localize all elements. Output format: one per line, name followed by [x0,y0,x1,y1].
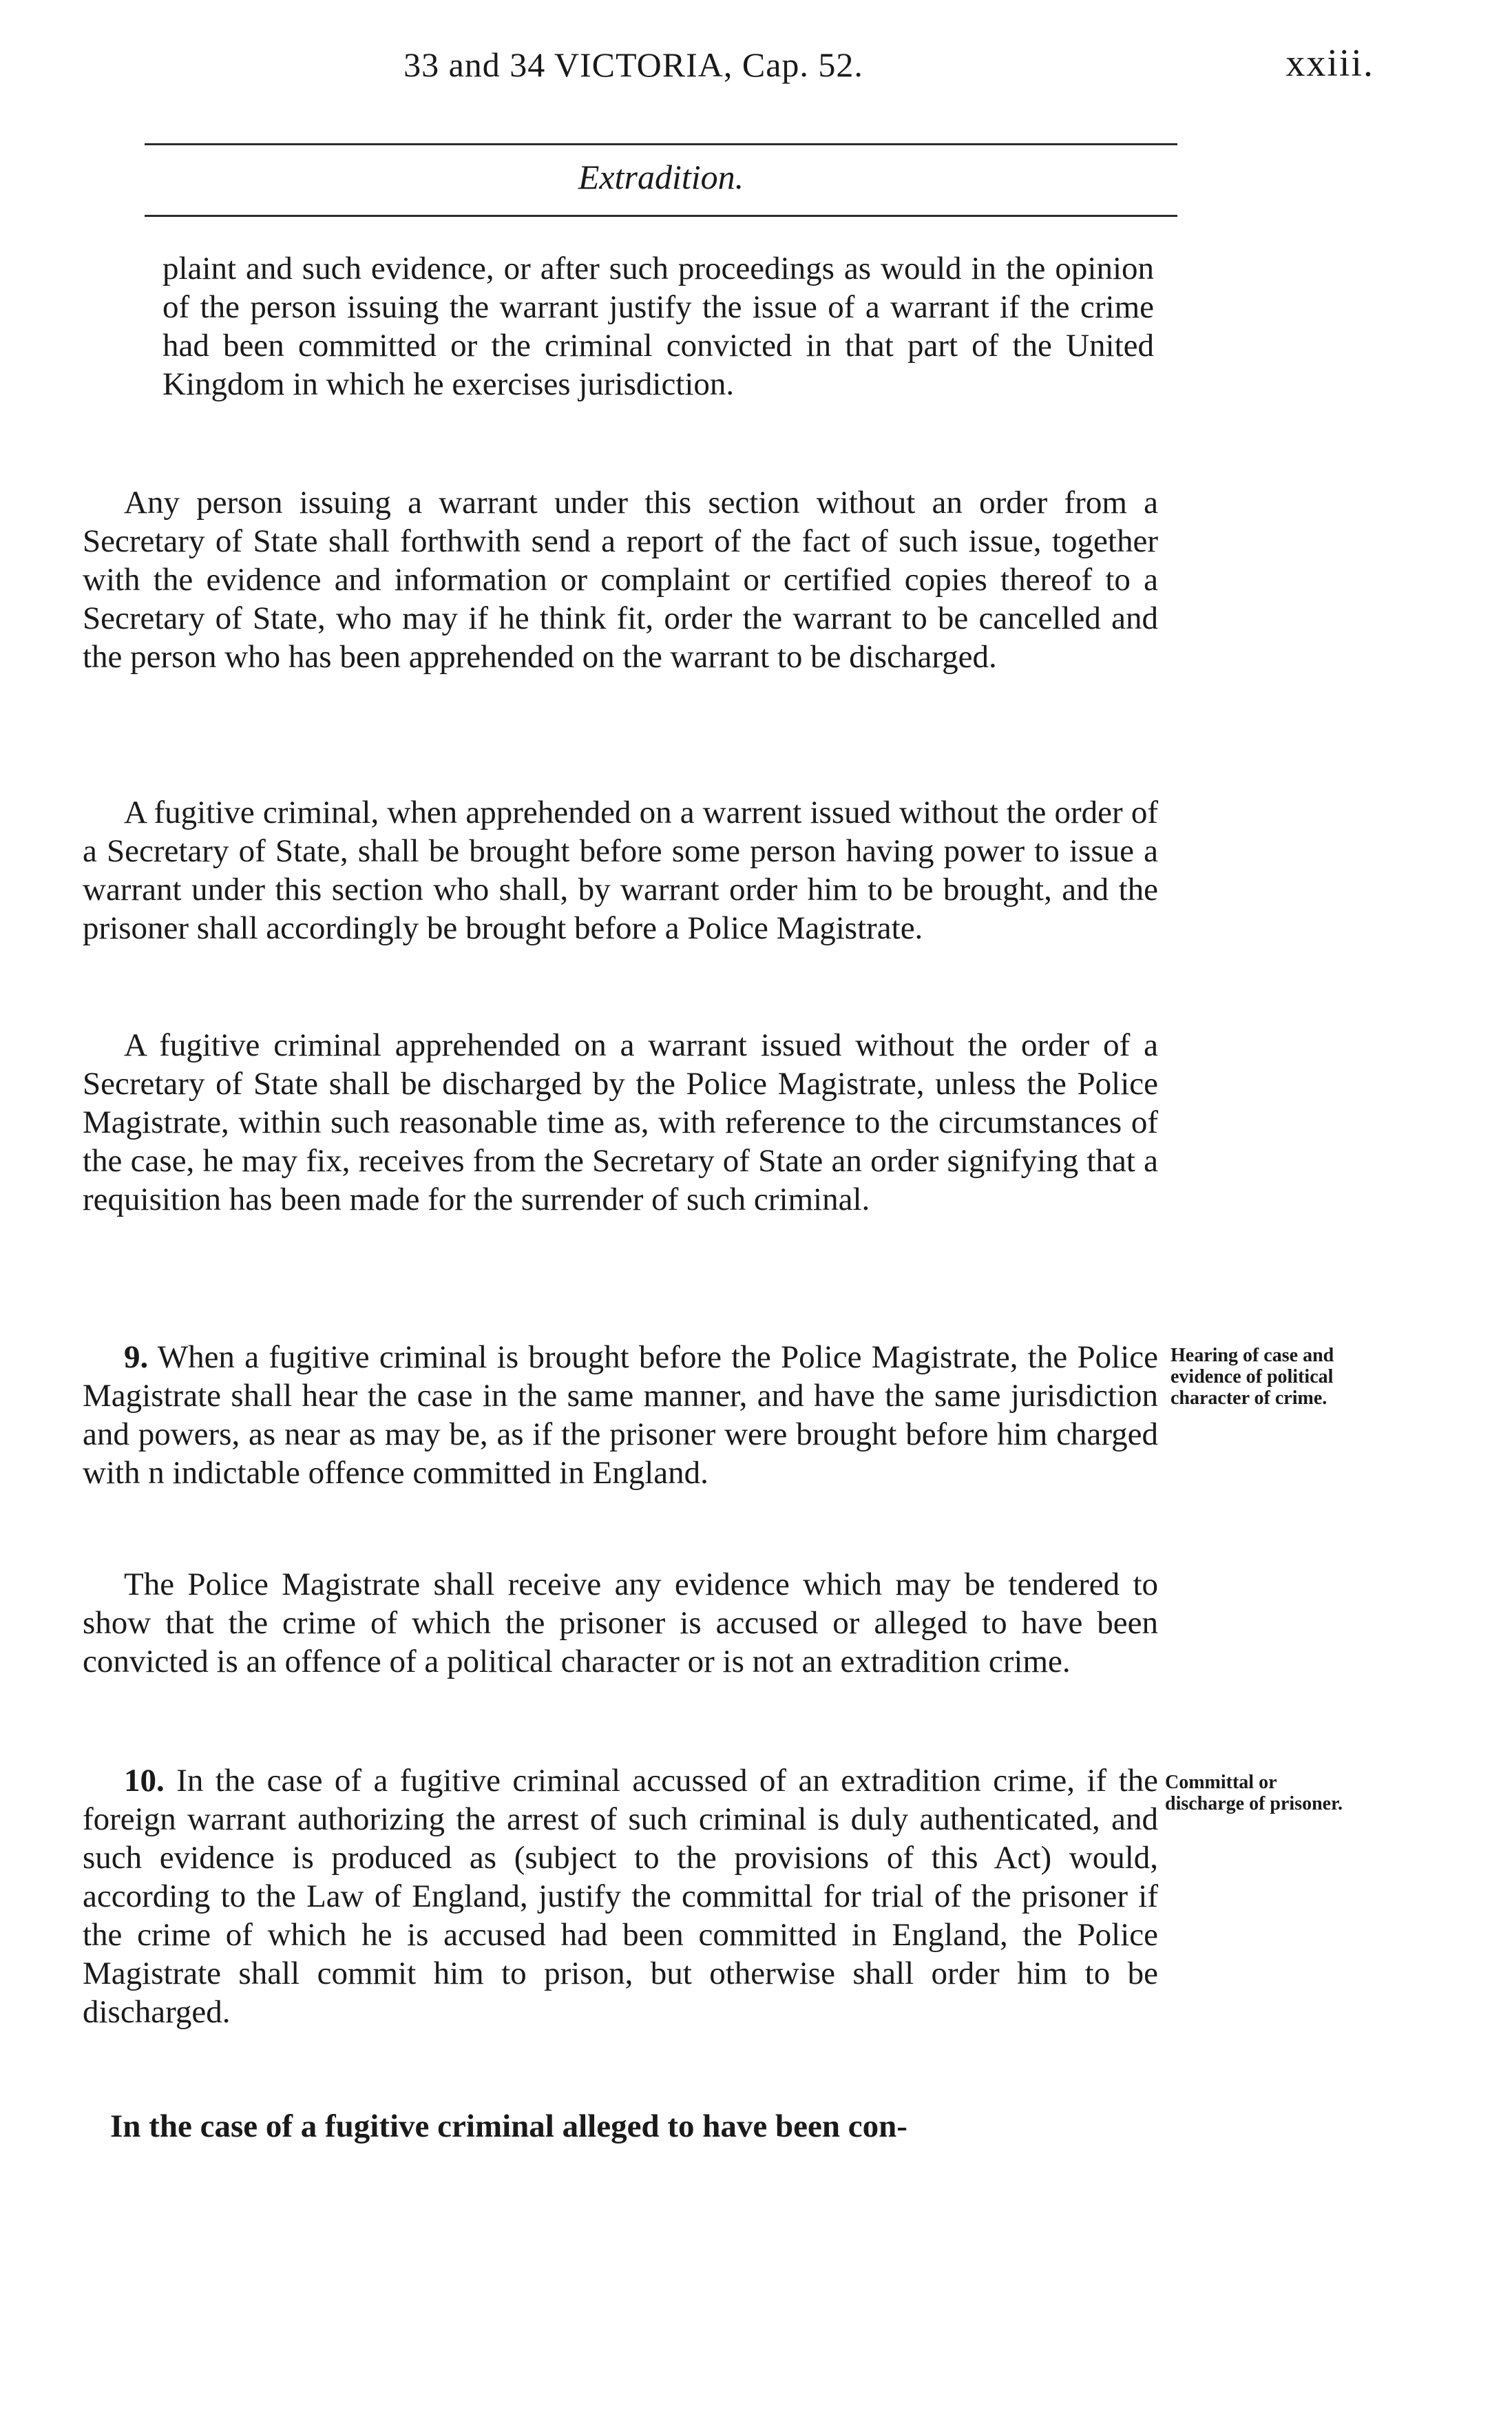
running-title: Extradition. [578,158,744,196]
catchword-line: In the case of a fugitive criminal alleged to have been con- [110,2108,907,2144]
paragraph-text: A fugitive criminal apprehended on a warrant issued without the order of a Secretary of State shall be discharged by the Police Magistrate, unless the Police Magistrate, within such reasonable time as, with reference to the circumstances of the case, he may fix, receives from the Secretary of State an order signifying that a requisition has been made for the surrender of such criminal. [83,1027,1158,1217]
section-number: 10. [124,1763,165,1799]
section-number: 9. [124,1339,149,1375]
paragraph-text: The Police Magistrate shall receive any evidence which may be tendered to show that the crime of which the prisoner is accused or alleged to have been convicted is an offence of a political character or is not an extradition crime. [83,1566,1158,1679]
paragraph-political-evidence [83,1565,1158,1681]
sidenote-hearing-of-case: Hearing of case and evidence of political character of crime. [1170,1345,1334,1409]
paragraph-fugitive-discharged [83,1026,1158,1219]
paragraph-text: In the case of a fugitive criminal accussed of an extradition crime, if the foreign warrant authorizing the arrest of such criminal is duly authenticated, and such evidence is produced as (subject to the provisions of this Act) would, according to the Law of England, justify the committal for trial of the prisoner if the crime of which he is accused had been committed in England, the Police Magistrate shall commit him to prison, but otherwise shall order him to be discharged. [83,1763,1159,2030]
paragraph-text: plaint and such evidence, or after such proceedings as would in the opinion of the person issuing the warrant justify the issue of a warrant if the crime had been committed or the criminal convicted in that part of the United Kingdom in which he exercises jurisdiction. [162,251,1154,402]
sidenote-committal-or-discharge: Committal or discharge of prisoner. [1165,1772,1343,1814]
paragraph-text: When a fugitive criminal is brought before the Police Magistrate, the Police Magistrate shall hear the case in the same manner, and have the same jurisdiction and powers, as near as may be, as if the prisoner were brought before him charged with n indictable offence committed in England. [83,1339,1158,1491]
section-10-paragraph [83,1761,1158,2031]
page-header-title: 33 and 34 VICTORIA, Cap. 52. [403,45,863,84]
section-9-paragraph [83,1338,1158,1492]
paragraph-warrant-report [83,483,1158,676]
paragraph-text: Any person issuing a warrant under this section without an order from a Secretary of State shall forthwith send a report of the fact of such issue, together with the evidence and information or complaint or certified copies thereof to a Secretary of State, who may if he think fit, order the warrant to be cancelled and the person who has been apprehended on the warrant to be discharged. [83,485,1158,675]
header-rule-bottom [145,215,1177,217]
paragraph-fugitive-apprehended [83,793,1158,947]
page-number: xxiii. [1285,42,1374,85]
header-rule-top [145,143,1177,145]
paragraph-text: A fugitive criminal, when apprehended on a warrent issued without the order of a Secretary of State, shall be brought before some person having power to issue a warrant under this section who shall, by warrant order him to be brought, and the prisoner shall accordingly be brought before a Police Magistrate. [83,795,1158,946]
paragraph-continuation [162,249,1154,404]
